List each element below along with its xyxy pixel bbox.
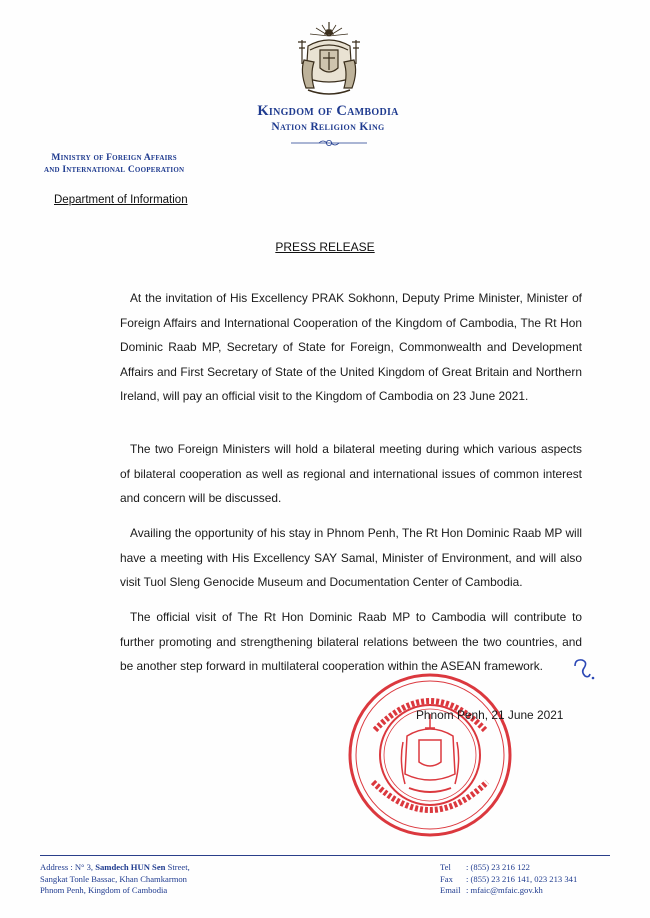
contact-email — [440, 885, 577, 897]
royal-arms-icon — [296, 20, 362, 100]
ministry-name — [44, 152, 184, 176]
footer-address — [40, 862, 190, 897]
ministry-line-1: Ministry of Foreign Affairs — [51, 153, 177, 163]
department-name: Department of Information — [54, 194, 188, 206]
kingdom-motto: Nation Religion King — [271, 121, 385, 133]
paragraph-4: The official visit of The Rt Hon Dominic Raab MP to Cambodia will contribute to further promoting and strengthening bilateral relations between the two countries, and be another step forward in multilateral cooperation within the ASEAN framework. — [120, 610, 582, 673]
ministry-line-2: and International Cooperation — [44, 165, 185, 175]
fax-value: : (855) 23 216 141, 023 213 341 — [466, 873, 578, 884]
contact-fax — [440, 874, 577, 886]
official-seal-icon — [345, 670, 515, 840]
document-title — [0, 240, 650, 254]
address-line-2: Sangkat Tonle Bassac, Khan Chamkarmon — [40, 873, 187, 884]
contact-tel — [440, 862, 577, 874]
address-line-1 — [40, 862, 190, 874]
address-rest: Street, — [165, 862, 190, 872]
address-line-3: Phnom Penh, Kingdom of Cambodia — [40, 885, 168, 895]
date-line: Phnom Penh, 21 June 2021 — [416, 708, 564, 722]
fax-label: Fax — [440, 873, 453, 884]
ornament-divider-icon — [289, 139, 369, 147]
paragraph-1: At the invitation of His Excellency PRAK Sokhonn, Deputy Prime Minister, Minister of Foreign Affairs and International Cooperation of the Kingdom of Cambodia, The Rt Hon Dominic Raab MP, Secretary of State for Foreign, Commonwealth and Development Affairs and First Secretary of State of the United Kingdom of Great Britain and Northern Ireland, will pay an official visit to the Kingdom of Cambodia on 23 June 2021. — [120, 291, 582, 403]
paragraph-3: Availing the opportunity of his stay in Phnom Penh, The Rt Hon Dominic Raab MP will have a meeting with His Excellency SAY Samal, Minister of Environment, and will also visit Tuol Sleng Genocide Museum and Documentation Center of Cambodia. — [120, 526, 582, 589]
paragraph-2: The two Foreign Ministers will hold a bilateral meeting during which various aspects of bilateral cooperation as well as regional and international issues of common interest and concern will be discussed. — [120, 442, 582, 505]
footer-divider — [40, 855, 610, 856]
address-street: Samdech HUN Sen — [95, 862, 166, 872]
email-label: Email — [440, 885, 461, 895]
handwritten-initial-icon — [571, 656, 597, 682]
kingdom-title: Kingdom of Cambodia — [257, 103, 399, 119]
tel-value: : (855) 23 216 122 — [466, 862, 530, 872]
title-text: PRESS RELEASE — [275, 240, 375, 254]
tel-label: Tel — [440, 862, 451, 872]
address-label: Address : N° 3, — [40, 862, 96, 872]
footer-contact — [440, 862, 577, 897]
email-value: : mfaic@mfaic.gov.kh — [466, 885, 543, 895]
